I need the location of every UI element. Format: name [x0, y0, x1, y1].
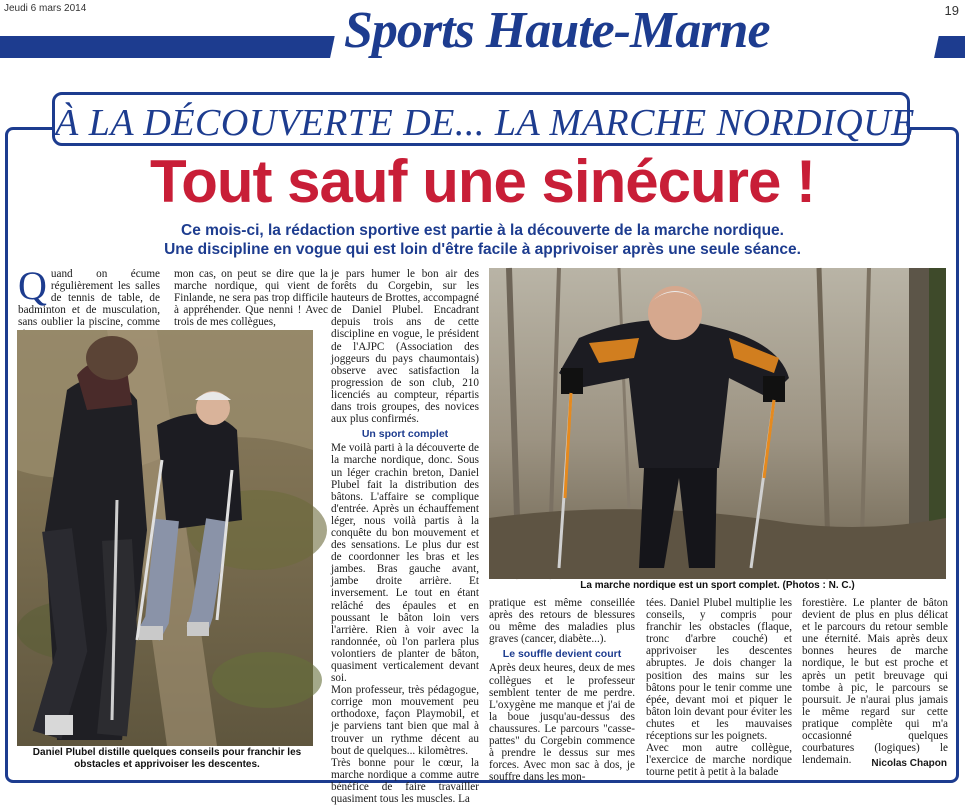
- column-3-paragraph-1: je pars humer le bon air des forêts du Corgebin, sur les hauteurs de Brottes, accompagné de Daniel Plubel. Encadrant depuis trois ans de cette discipline en vogue, le président de l'AJPC (Association des joggeurs du pays chaumontais) observe avec satisfaction la progression de son club, 210 licenciés au compteur, répartis dans trois groupes, des novices aux plus confirmés.: [331, 268, 479, 426]
- column-3-paragraph-3: Mon professeur, très pédagogue, corrige mon mouvement peu orthodoxe, façon Playmobil, et je parviens tant bien que mal à trouver un rythme décent au bout de quelques... kilomètres.: [331, 684, 479, 757]
- subhead-sport-complet: Un sport complet: [361, 428, 449, 441]
- chapeau-line-1: Ce mois-ci, la rédaction sportive est partie à la découverte de la marche nordique.: [181, 222, 784, 239]
- section-masthead: Sports Haute-Marne: [344, 2, 770, 59]
- column-6-paragraph-1: forestière. Le planter de bâton devient de plus en plus délicat et le parcours du retour semble une éternité. Mais après deux bonnes heures de marche nordique, le but est proche et après un petit breuvage qui tombe à pic, le parcours se poursuit. Je n'aurai plus jamais le même regard sur cette pratique complète qui m'a occasionné quelques courbatures (logiques) le lendemain.: [802, 597, 948, 767]
- article-column-3: [331, 268, 479, 805]
- headline: Tout sauf une sinécure !: [150, 148, 815, 215]
- photo-right-caption: La marche nordique est un sport complet. (Photos : N. C.): [580, 580, 855, 591]
- issue-date: Jeudi 6 mars 2014: [4, 3, 87, 14]
- column-4-paragraph-1: pratique est même conseillée après des retours de blessures ou même des maladies plus graves (cancer, diabète...).: [489, 597, 635, 646]
- rubric-title: À LA DÉCOUVERTE DE... LA MARCHE NORDIQUE: [55, 102, 915, 144]
- column-5-paragraph-1: tées. Daniel Plubel multiplie les conseils, y compris pour franchir les obstacles (flaque, tronc d'arbre couché) et apprivoiser les descentes abruptes. Je dois changer la position des mains sur les bâtons pour le tenir comme une épée, devant moi et piquer le bâton loin devant pour éviter les chutes et les mauvaises réceptions sur les poignets.: [646, 597, 792, 743]
- photo-left-caption: Daniel Plubel distille quelques conseils pour franchir les obstacles et apprivoiser les descentes.: [32, 747, 302, 770]
- article-column-6: [802, 597, 948, 766]
- article-column-5: [646, 597, 792, 778]
- subhead-souffle-court: Le souffle devient court: [502, 648, 622, 661]
- photo-right-image: [489, 268, 946, 579]
- page-number: 19: [944, 3, 959, 18]
- column-3-paragraph-4: Très bonne pour le cœur, la marche nordique a comme autre bénéfice de faire travailler quasiment tous les muscles. La: [331, 756, 479, 805]
- dropcap: Q: [18, 263, 47, 308]
- article-column-4: [489, 597, 635, 783]
- column-2-text: mon cas, on peut se dire que la marche nordique, qui vient de Finlande, ne sera pas trop difficile à appréhender. Que nenni ! Avec trois de mes collègues,: [174, 268, 328, 329]
- photo-left: [17, 330, 313, 746]
- chapeau-line-2: Une discipline en vogue qui est loin d'être facile à apprivoiser après une seule séance.: [164, 241, 801, 258]
- photo-left-image: [17, 330, 313, 746]
- column-4-paragraph-2: Après deux heures, deux de mes collègues et le professeur semblent tenter de me perdre. L'oxygène me manque et j'ai de la boue jusqu'au-dessus des chaussures. Le parcours "casse-pattes" du Corgebin commence à prendre le dessus sur mes forces. Avec mon sac à dos, je souffre dans les mon-: [489, 662, 635, 784]
- rubric-box: [52, 92, 915, 146]
- photo-right: [489, 268, 946, 579]
- column-5-paragraph-2: Avec mon autre collègue, l'exercice de marche nordique tourne petit à petit à la balade: [646, 742, 792, 779]
- column-3-paragraph-2: Me voilà parti à la découverte de la marche nordique, donc. Sous un léger crachin breton, Daniel Plubel fait la distribution des bâtons. L'affaire se complique d'entrée. Après un échauffement léger, nous voilà partis à la conquête du bon mouvement et des sensations. Le plus dur est de coordonner les bras et les jambes. Bras gauche avant, jambe droite arrière. Et inversement. Le tout en étant relâché des épaules et en poussant le bâton loin vers l'arrière. Rien à voir avec la randonnée, où l'on parlera plus volontiers de planter de bâton, quasiment verticalement devant soi.: [331, 442, 479, 685]
- chapeau: [0, 221, 965, 259]
- author-signature: Nicolas Chapon: [871, 758, 947, 769]
- article-column-2: [174, 268, 328, 328]
- column-1-text: uand on écume régulièrement les salles de tennis de table, de badminton et de musculation, sans oublier la piscine, comme: [18, 268, 160, 329]
